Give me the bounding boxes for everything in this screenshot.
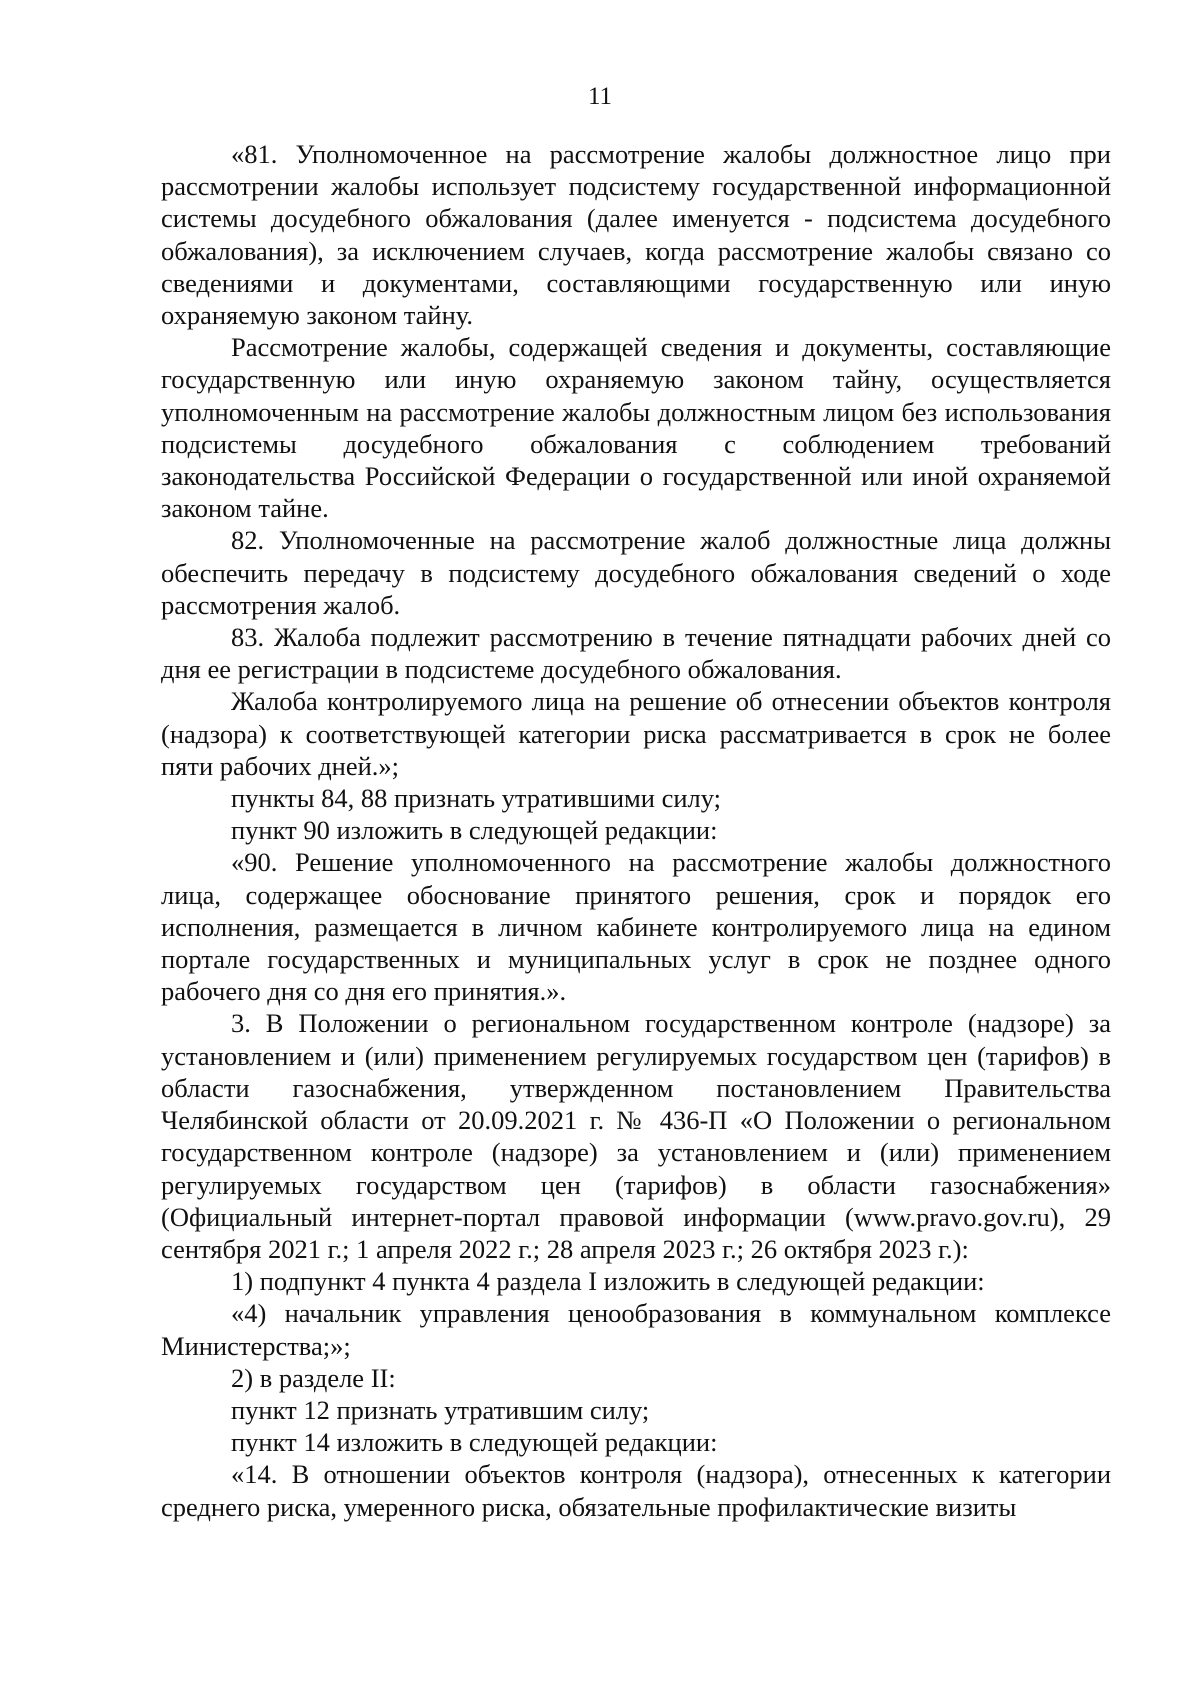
paragraph: пункт 12 признать утратившим силу; [231,1394,650,1425]
paragraph: «14. В отношении объектов контроля (надзора), отнесенных к категории среднего риска, умеренного риска, обязательные профилактические визиты [161,1459,1111,1522]
paragraph: пункты 84, 88 признать утратившими силу; [231,783,722,814]
paragraph: «81. Уполномоченное на рассмотрение жалобы должностное лицо при рассмотрении жалобы использует подсистему государственной информационной системы досудебного обжалования (далее именуется - подсистема досудебного обжалования), за исключением случаев, когда рассмотрение жалобы связано со сведениями и документами, составляющими государственную или иную охраняемую законом тайну. [161,139,1111,331]
paragraph: 83. Жалоба подлежит рассмотрению в течение пятнадцати рабочих дней со дня ее регистрации в подсистеме досудебного обжалования. [161,622,1111,685]
paragraph: пункт 90 изложить в следующей редакции: [231,815,718,846]
paragraph: «4) начальник управления ценообразования в коммунальном комплексе Министерства;»; [161,1298,1111,1361]
document-body [161,138,1111,1523]
paragraph: 1) подпункт 4 пункта 4 раздела I изложить в следующей редакции: [231,1266,985,1297]
paragraph: пункт 14 изложить в следующей редакции: [231,1427,718,1458]
paragraph: 3. В Положении о региональном государственном контроле (надзоре) за установлением и (или) применением регулируемых государством цен (тарифов) в области газоснабжения, утвержденном постановлением Правительства Челябинской области от 20.09.2021 г. № 436-П «О Положении о региональном государственном контроле (надзоре) за установлением и (или) применением регулируемых государством цен (тарифов) в области газоснабжения» (Официальный интернет-портал правовой информации (www.pravo.gov.ru), 29 сентября 2021 г.; 1 апреля 2022 г.; 28 апреля 2023 г.; 26 октября 2023 г.): [161,1008,1111,1264]
paragraph: 82. Уполномоченные на рассмотрение жалоб должностные лица должны обеспечить передачу в подсистему досудебного обжалования сведений о ходе рассмотрения жалоб. [161,525,1111,620]
paragraph: 2) в разделе II: [231,1362,396,1393]
paragraph: Рассмотрение жалобы, содержащей сведения и документы, составляющие государственную или иную охраняемую законом тайну, осуществляется уполномоченным на рассмотрение жалобы должностным лицом без использования подсистемы досудебного обжалования с соблюдением требований законодательства Российской Федерации о государственной или иной охраняемой законом тайне. [161,332,1111,524]
paragraph: «90. Решение уполномоченного на рассмотрение жалобы должностного лица, содержащее обоснование принятого решения, срок и порядок его исполнения, размещается в личном кабинете контролируемого лица на едином портале государственных и муниципальных услуг в срок не позднее одного рабочего дня со дня его принятия.». [161,847,1111,1007]
page-number: 11 [587,83,613,110]
paragraph: Жалоба контролируемого лица на решение об отнесении объектов контроля (надзора) к соответствующей категории риска рассматривается в срок не более пяти рабочих дней.»; [161,686,1111,781]
